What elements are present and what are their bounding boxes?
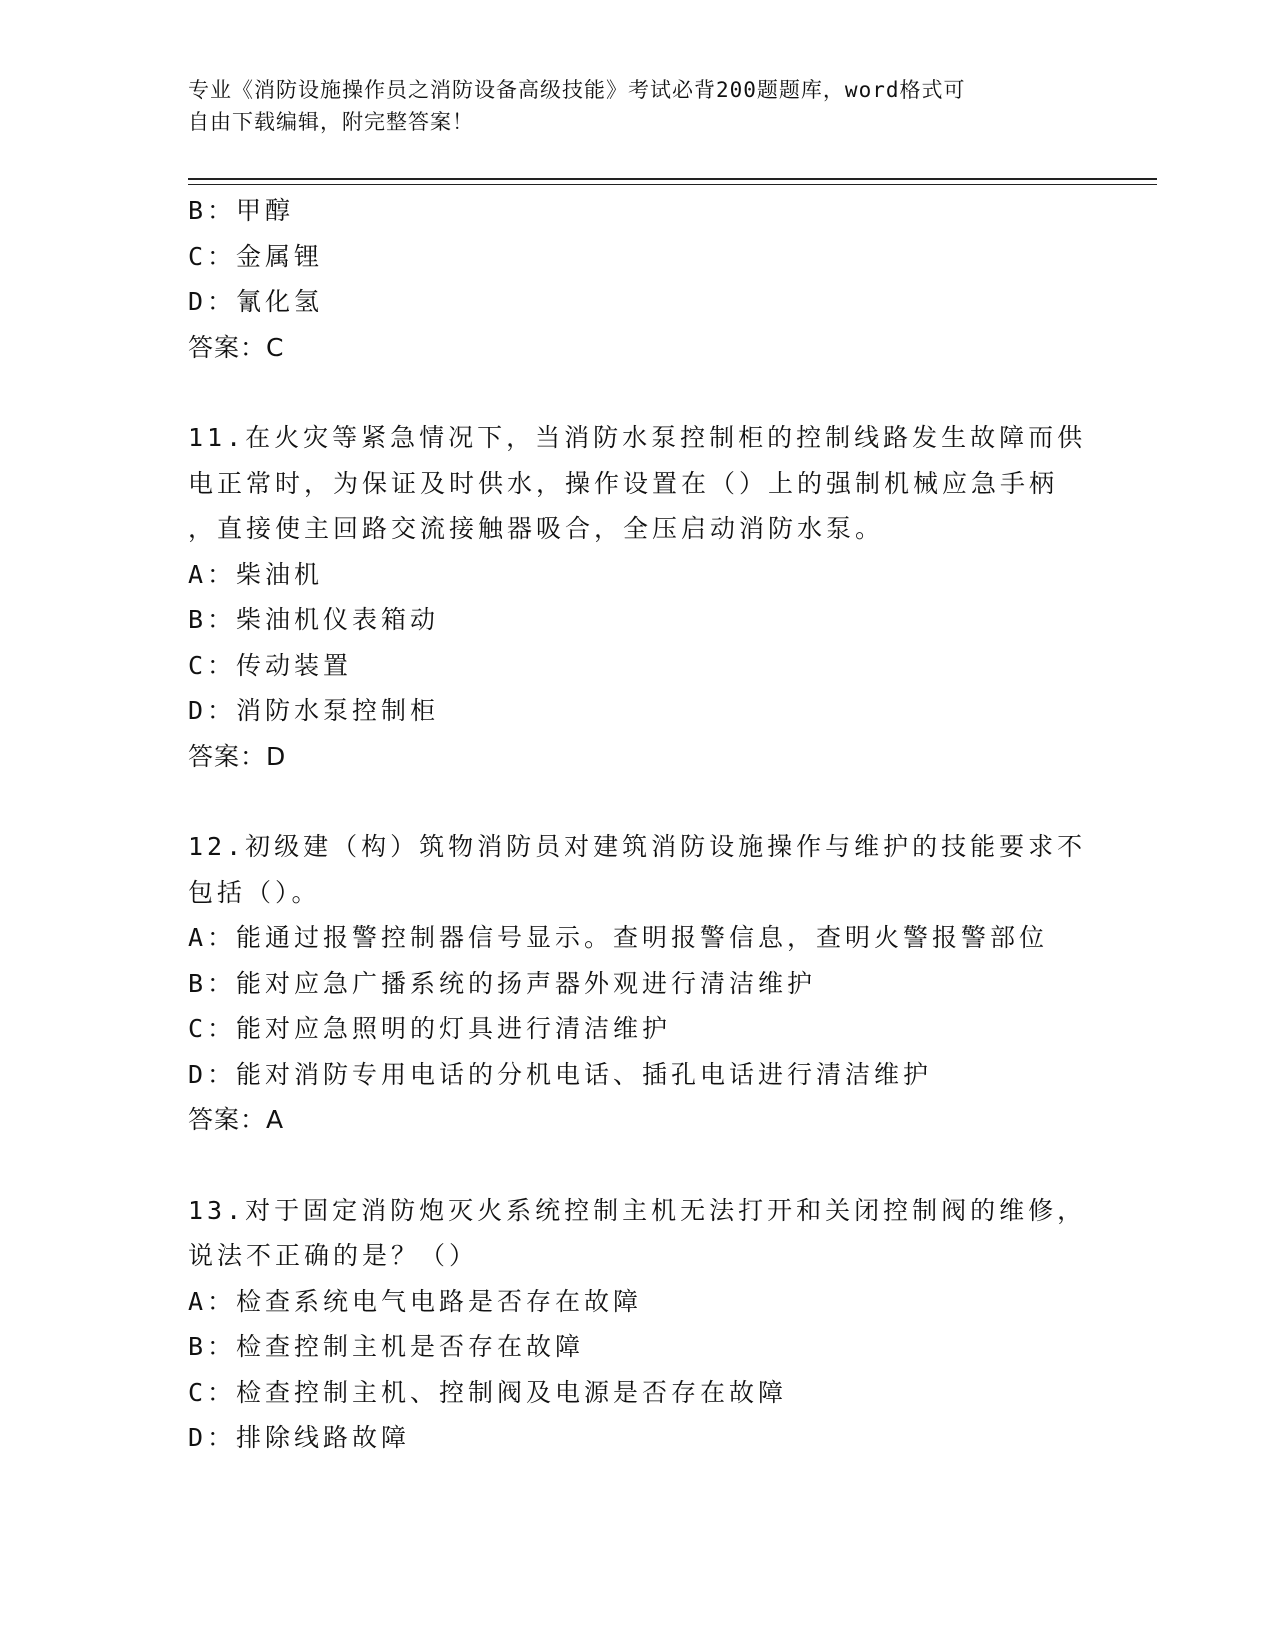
question-text-line: ，直接使主回路交流接触器吸合，全压启动消防水泵。 [188, 514, 885, 543]
option-d: D：排除线路故障 [188, 1423, 411, 1452]
option-c: C：能对应急照明的灯具进行清洁维护 [188, 1014, 672, 1043]
header-divider [188, 178, 1157, 185]
option-a: A：能通过报警控制器信号显示。查明报警信息，查明火警报警部位 [188, 923, 1049, 952]
question-12 [188, 824, 1088, 1143]
question-text-line: 11.在火灾等紧急情况下，当消防水泵控制柜的控制线路发生故障而供 [188, 423, 1087, 452]
option-b: B：柴油机仪表箱动 [188, 605, 440, 634]
question-10 [188, 188, 1088, 370]
option-b: B：能对应急广播系统的扬声器外观进行清洁维护 [188, 968, 817, 998]
option-b: B：检查控制主机是否存在故障 [188, 1332, 585, 1361]
page-header [188, 74, 1088, 138]
option-c: C：检查控制主机、控制阀及电源是否存在故障 [188, 1377, 788, 1407]
question-text-line: 包括（）。 [188, 877, 321, 907]
question-13 [188, 1188, 1088, 1461]
header-line-1: 专业《消防设施操作员之消防设备高级技能》考试必背200题题库，word格式可 [188, 78, 966, 102]
question-text-line: 说法不正确的是？（） [188, 1241, 479, 1270]
answer: 答案：C [188, 332, 285, 362]
option-d: D：消防水泵控制柜 [188, 696, 440, 725]
question-list [188, 188, 1088, 1461]
option-a: A：柴油机 [188, 559, 324, 589]
answer: 答案：D [188, 741, 287, 771]
header-line-2: 自由下载编辑，附完整答案！ [188, 110, 474, 134]
option-d: D：氰化氢 [188, 287, 324, 316]
question-text-line: 12.初级建（构）筑物消防员对建筑消防设施操作与维护的技能要求不 [188, 832, 1087, 861]
option-b: B：甲醇 [188, 196, 295, 225]
answer: 答案：A [188, 1105, 285, 1134]
option-c: C：传动装置 [188, 650, 353, 680]
question-text-line: 电正常时，为保证及时供水，操作设置在（）上的强制机械应急手柄 [188, 468, 1059, 498]
question-11 [188, 415, 1088, 779]
option-d: D：能对消防专用电话的分机电话、插孔电话进行清洁维护 [188, 1059, 933, 1089]
question-text-line: 13.对于固定消防炮灭火系统控制主机无法打开和关闭控制阀的维修， [188, 1195, 1087, 1225]
option-c: C：金属锂 [188, 241, 324, 271]
option-a: A：检查系统电气电路是否存在故障 [188, 1286, 643, 1316]
